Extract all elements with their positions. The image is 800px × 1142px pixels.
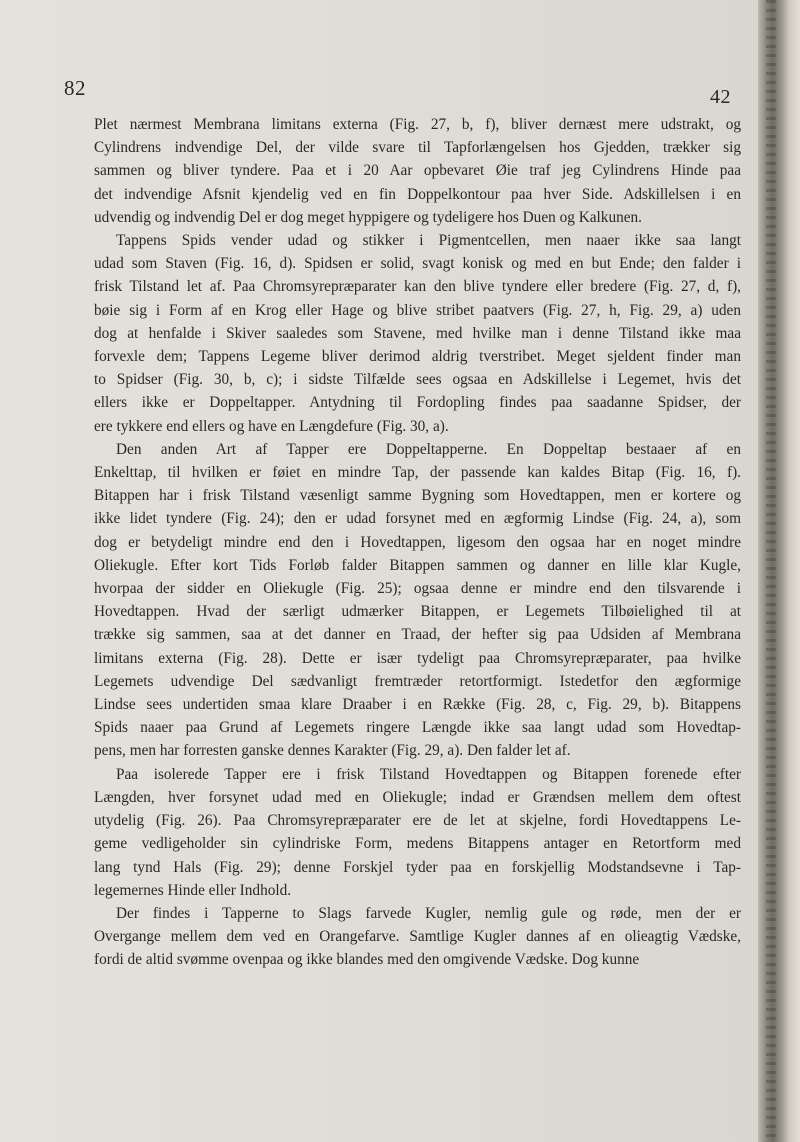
text-line: lang tynd Hals (Fig. 29); denne Forskjel tyder paa en forskjellig Modstandsevne i Tap- (94, 858, 741, 876)
text-line: Lindse sees undertiden smaa klare Draaber i en Række (Fig. 28, c, Fig. 29, b). Bitappens (94, 696, 741, 714)
text-line: Overgange mellem dem ved en Orangefarve. Samtlige Kugler dannes af en olieagtig Vædske, (94, 928, 741, 946)
text-line: forvexle dem; Tappens Legeme bliver derimod aldrig tverstribet. Meget sjeldent finder man (94, 348, 741, 366)
text-line: Oliekugle. Efter kort Tids Forløb falder Bitappen sammen og danner en lille klar Kugle, (94, 556, 741, 574)
text-line: Længden, hver forsynet udad med en Oliekugle; indad er Grændsen mellem dem oftest (94, 788, 741, 806)
text-line: Hovedtappen. Hvad der særligt udmærker Bitappen, er Legemets Tilbøielighed til at (94, 603, 741, 621)
text-line: bøie sig i Form af en Krog eller Hage og blive stribet paatvers (Fig. 27, h, Fig. 29, a) uden (94, 301, 741, 319)
text-line: Plet nærmest Membrana limitans externa (Fig. 27, b, f), bliver dernæst mere udstrakt, og (94, 116, 741, 133)
text-line: Bitappen har i frisk Tilstand væsenligt samme Bygning som Hovedtappen, men er kortere og (94, 487, 741, 505)
text-line: Paa isolerede Tapper ere i frisk Tilstand Hovedtappen og Bitappen forenede efter (116, 765, 741, 783)
text-line: Cylindrens indvendige Del, der vilde svare til Tapforlængelsen hos Gjedden, trækker sig (94, 139, 741, 157)
text-line: ikke lidet tyndere (Fig. 24); den er udad forsynet med en ægformig Lindse (Fig. 24, a), som (94, 510, 741, 528)
text-line: det indvendige Afsnit kjendelig ved en fin Doppelkontour paa hver Side. Adskillelsen i en (94, 185, 741, 203)
outer-page-number: 82 (64, 76, 86, 100)
text-line: utydelig (Fig. 26). Paa Chromsyrepræparater ere de let at skjelne, fordi Hovedtappens Le- (94, 812, 741, 830)
text-line: legemernes Hinde eller Indhold. (94, 881, 292, 899)
text-line: Der findes i Tapperne to Slags farvede Kugler, nemlig gule og røde, men der er (116, 904, 741, 922)
paragraph (94, 763, 741, 902)
paragraph (94, 113, 741, 229)
text-line: udvendig og indvendig Del er dog meget hyppigere og tydeligere hos Duen og Kalkunen. (94, 208, 643, 226)
paragraph (94, 902, 741, 972)
text-line: frisk Tilstand let af. Paa Chromsyrepræparater kan den blive tyndere eller bredere (Fig. 27, d, f), (94, 278, 741, 296)
text-line: Tappens Spids vender udad og stikker i Pigmentcellen, men naaer ikke saa langt (116, 232, 741, 250)
text-line: to Spidser (Fig. 30, b, c); i sidste Tilfælde sees ogsaa en Adskillelse i Legemet, hvis det (94, 371, 741, 389)
text-line: hvorpaa der sidder en Oliekugle (Fig. 25); ogsaa denne er mindre end den tilsvarende i (94, 580, 741, 598)
text-line: dog at henfalde i Skiver saaledes som Stavene, med hvilke man i denne Tilstand ikke maa (94, 324, 741, 342)
text-line: dog er betydeligt mindre end den i Hovedtappen, ligesom den ogsaa har en noget mindre (94, 533, 741, 551)
text-line: limitans externa (Fig. 28). Dette er især tydeligt paa Chromsyrepræparater, paa hvilke (94, 649, 741, 667)
text-line: udad som Staven (Fig. 16, d). Spidsen er solid, svagt konisk og med en but Ende; den falder i (94, 255, 741, 273)
book-spine-edge (758, 0, 800, 1142)
inner-page-number: 42 (710, 86, 731, 108)
text-line: Legemets udvendige Del sædvanligt fremtræder retortformigt. Istedetfor den ægformige (94, 672, 741, 690)
text-line: ere tykkere end ellers og have en Længdefure (Fig. 30, a). (94, 417, 449, 435)
text-line: sammen og bliver tyndere. Paa et i 20 Aar opbevaret Øie traf jeg Cylindrens Hinde paa (94, 162, 741, 180)
text-line: Spids naaer paa Grund af Legemets ringere Længde ikke saa langt udad som Hovedtap- (94, 719, 741, 737)
text-line: pens, men har forresten ganske dennes Karakter (Fig. 29, a). Den falder let af. (94, 742, 571, 760)
paragraph (94, 229, 741, 438)
text-line: Enkelttap, til hvilken er føiet en mindre Tap, der passende kan kaldes Bitap (Fig. 16, f). (94, 464, 741, 482)
text-line: Den anden Art af Tapper ere Doppeltapperne. En Doppeltap bestaaer af en (116, 440, 741, 458)
text-line: ellers ikke er Doppeltapper. Antydning til Fordopling findes paa saadanne Spidser, der (94, 394, 741, 412)
text-line: trække sig sammen, saa at det danner en Traad, der hefter sig paa Udsiden af Membrana (94, 626, 741, 644)
text-line: fordi de altid svømme ovenpaa og ikke blandes med den omgivende Vædske. Dog kunne (94, 951, 640, 969)
body-text (94, 113, 741, 972)
text-line: geme vedligeholder sin cylindriske Form, medens Bitappens antager en Retortform med (94, 835, 741, 853)
paragraph (94, 438, 741, 763)
